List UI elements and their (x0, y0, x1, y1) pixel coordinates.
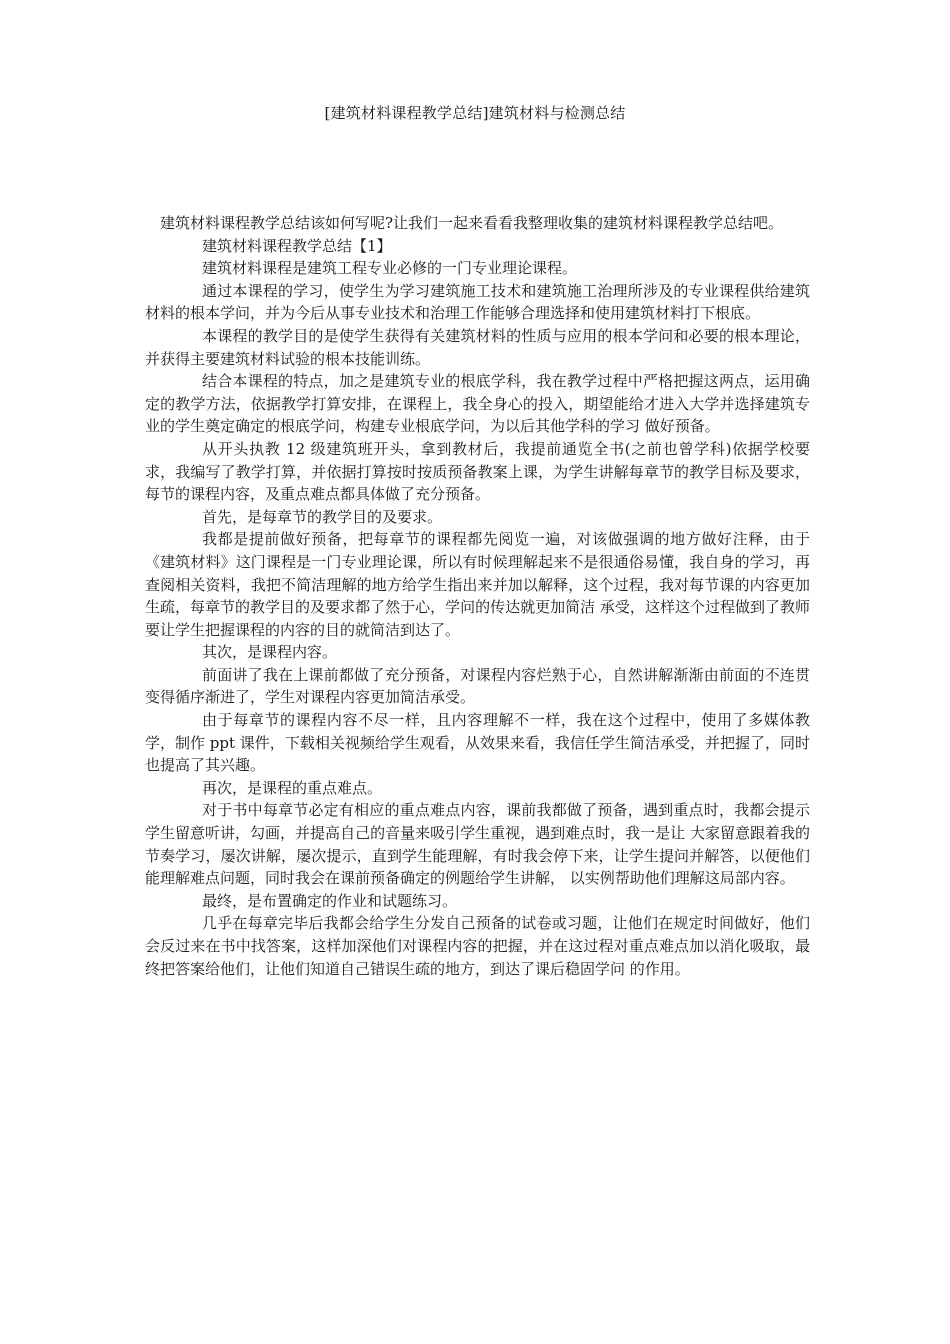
body-paragraph: 前面讲了我在上课前都做了充分预备，对课程内容烂熟于心，自然讲解渐渐由前面的不连贯变得循序渐进了，学生对课程内容更加简洁承受。 (145, 665, 810, 707)
intro-paragraph: 建筑材料课程教学总结该如何写呢?让我们一起来看看我整理收集的建筑材料课程教学总结吧。 (160, 214, 784, 232)
body-paragraph: 从开头执教 12 级建筑班开头，拿到教材后，我提前通览全书(之前也曾学科)依据学校要求，我编写了教学打算，并依据打算按时按质预备教案上课，为学生讲解每章节的教学目标及要求，每节的课程内容，及重点难点都具体做了充分预备。 (145, 439, 810, 504)
body-paragraph: 最终，是布置确定的作业和试题练习。 (202, 891, 458, 910)
body-paragraph: 再次，是课程的重点难点。 (202, 778, 383, 797)
section-heading: 建筑材料课程教学总结【1】 (202, 236, 392, 255)
body-paragraph: 由于每章节的课程内容不尽一样，且内容理解不一样，我在这个过程中，使用了多媒体教学，制作 ppt 课件，下载相关视频给学生观看，从效果来看，我信任学生简洁承受，并把握了，同时也提高了其兴趣。 (145, 711, 810, 775)
body-paragraph: 其次，是课程内容。 (202, 643, 338, 662)
body-paragraph: 几乎在每章完毕后我都会给学生分发自己预备的试卷或习题，让他们在规定时间做好，他们会反过来在书中找答案，这样加深他们对课程内容的把握，并在这过程对重点难点加以消化吸取，最终把答案给他们，让他们知道自己错误生疏的地方，到达了课后稳固学问 的作用。 (145, 914, 810, 978)
document-body (145, 212, 810, 980)
body-paragraph: 我都是提前做好预备，把每章节的课程都先阅览一遍，对该做强调的地方做好注释，由于《建筑材料》这门课程是一门专业理论课，所以有时候理解起来不是很通俗易懂，我自身的学习，再查阅相关资料，我把不简洁理解的地方给学生指出来并加以解释，这个过程，我对每节课的内容更加生疏，每章节的教学目的及要求都了然于心，学问的传达就更加简洁 承受，这样这个过程做到了教师要让学生把握课程的内容的目的就简洁到达了。 (145, 530, 810, 639)
document-title: [建筑材料课程教学总结]建筑材料与检测总结 (324, 104, 626, 122)
body-paragraph: 首先，是每章节的教学目的及要求。 (202, 507, 443, 526)
body-paragraph: 对于书中每章节必定有相应的重点难点内容，课前我都做了预备，遇到重点时，我都会提示学生留意听讲，勾画，并提高自己的音量来吸引学生重视，遇到难点时，我一是让 大家留意跟着我的节奏学习，屡次讲解，屡次提示，直到学生能理解，有时我会停下来，让学生提问并解答，以便他们能理解难点问题，同时我会在课前预备确定的例题给学生讲解， 以实例帮助他们理解这局部内容。 (145, 801, 810, 888)
body-paragraph: 建筑材料课程是建筑工程专业必修的一门专业理论课程。 (202, 259, 578, 278)
body-paragraph: 本课程的教学目的是使学生获得有关建筑材料的性质与应用的根本学问和必要的根本理论，并获得主要建筑材料试验的根本技能训练。 (145, 326, 810, 368)
body-paragraph: 结合本课程的特点，加之是建筑专业的根底学科，我在教学过程中严格把握这两点，运用确定的教学方法，依据教学打算安排，在课程上，我全身心的投入，期望能给才进入大学并选择建筑专业的学生奠定确定的根底学问，构建专业根底学问，为以后其他学科的学习 做好预备。 (145, 372, 810, 436)
body-paragraph: 通过本课程的学习，使学生为学习建筑施工技术和建筑施工治理所涉及的专业课程供给建筑材料的根本学问，并为今后从事专业技术和治理工作能够合理选择和使用建筑材料打下根底。 (145, 281, 810, 323)
